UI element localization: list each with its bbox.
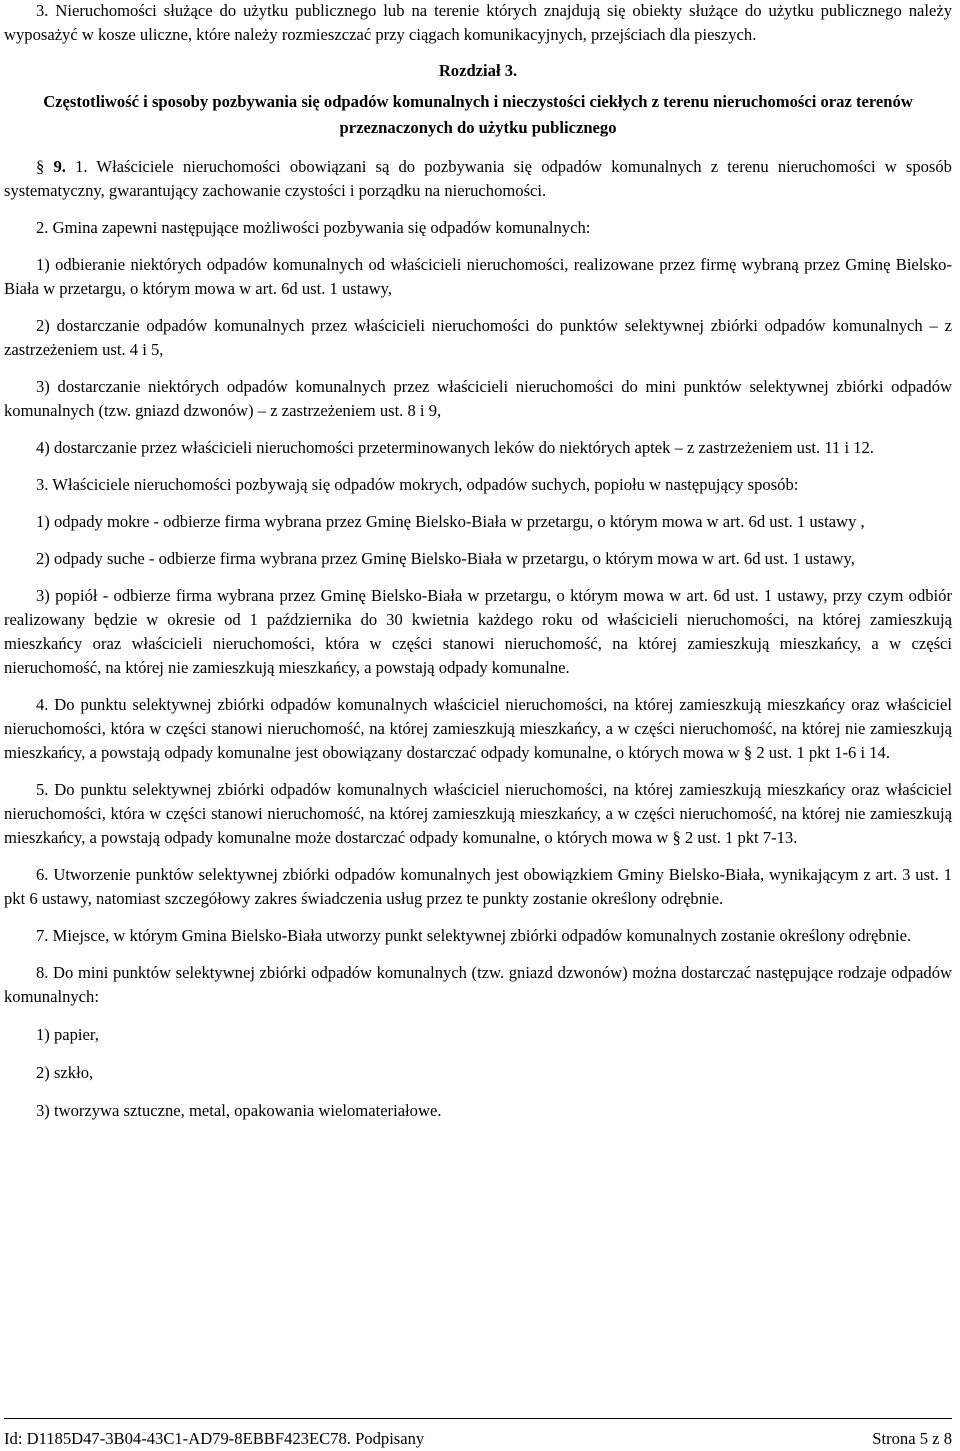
- section-9-item-8-1: 1) papier,: [36, 1025, 99, 1044]
- section-9-paragraph-1: [4, 155, 952, 203]
- page-number: Strona 5 z 8: [872, 1429, 952, 1448]
- section-9-item-2-3: 3) dostarczanie niektórych odpadów komunalnych przez właścicieli nieruchomości do mini punktów selektywnej zbiórki odpadów komunalnych (tzw. gniazd dzwonów) – z zastrzeżeniem ust. 8 i 9,: [4, 377, 952, 420]
- section-9-paragraph-8: 8. Do mini punktów selektywnej zbiórki odpadów komunalnych (tzw. gniazd dzwonów) można dostarczać następujące rodzaje odpadów komunalnych:: [4, 963, 952, 1006]
- section-9-text-1: 1. Właściciele nieruchomości obowiązani są do pozbywania się odpadów komunalnych z terenu nieruchomości w sposób systematyczny, gwarantujący zachowanie czystości i porządku na nieruchomości.: [4, 157, 952, 200]
- chapter-subtitle: Częstotliwość i sposoby pozbywania się odpadów komunalnych i nieczystości ciekłych z terenu nieruchomości oraz terenów przeznaczonych do użytku publicznego: [43, 92, 913, 137]
- section-9-item-3-3: 3) popiół - odbierze firma wybrana przez Gminę Bielsko-Biała w przetargu, o którym mowa w art. 6d ust. 1 ustawy, przy czym odbiór realizowany będzie w okresie od 1 października do 30 kwietnia każdego roku od właścicieli nieruchomości, na której zamieszkują mieszkańcy oraz właścicieli nieruchomości, która w części stanowi nieruchomość, na której zamieszkują mieszkańcy, a w części nieruchomość, na której nie zamieszkują mieszkańcy, a powstają odpady komunalne.: [4, 586, 952, 677]
- section-9-item-3-2: 2) odpady suche - odbierze firma wybrana przez Gminę Bielsko-Biała w przetargu, o którym mowa w art. 6d ust. 1 ustawy,: [36, 549, 855, 568]
- section-9-item-2-4: 4) dostarczanie przez właścicieli nieruchomości przeterminowanych leków do niektórych aptek – z zastrzeżeniem ust. 11 i 12.: [36, 438, 874, 457]
- section-9-paragraph-2: 2. Gmina zapewni następujące możliwości pozbywania się odpadów komunalnych:: [36, 218, 591, 237]
- section-9-paragraph-7: 7. Miejsce, w którym Gmina Bielsko-Biała utworzy punkt selektywnej zbiórki odpadów komunalnych zostanie określony odrębnie.: [36, 926, 912, 945]
- section-9-item-8-2: 2) szkło,: [36, 1063, 94, 1082]
- section-9-item-8-3: 3) tworzywa sztuczne, metal, opakowania wielomateriałowe.: [36, 1101, 442, 1120]
- section-sign: §: [36, 157, 54, 176]
- section-9-paragraph-6: 6. Utworzenie punktów selektywnej zbiórki odpadów komunalnych jest obowiązkiem Gminy Bielsko-Biała, wynikającym z art. 3 ust. 1 pkt 6 ustawy, natomiast szczegółowy zakres świadczenia usług przez te punkty zostanie określony odrębnie.: [4, 865, 952, 908]
- section-9-paragraph-4: 4. Do punktu selektywnej zbiórki odpadów komunalnych właściciel nieruchomości, na której zamieszkują mieszkańcy oraz właściciel nieruchomości, która w części stanowi nieruchomość, na której zamieszkują mieszkańcy, a w części nieruchomość, na której nie zamieszkują mieszkańcy, a powstają odpady komunalne jest obowiązany dostarczać odpady komunalne, o których mowa w § 2 ust. 1 pkt 1-6 i 14.: [4, 695, 952, 762]
- section-number: 9.: [53, 157, 66, 176]
- document-id: Id: D1185D47-3B04-43C1-AD79-8EBBF423EC78. Podpisany: [4, 1429, 425, 1448]
- section-9-item-3-1: 1) odpady mokre - odbierze firma wybrana przez Gminę Bielsko-Biała w przetargu, o którym mowa w art. 6d ust. 1 ustawy ,: [36, 512, 865, 531]
- section-9-item-2-2: 2) dostarczanie odpadów komunalnych przez właścicieli nieruchomości do punktów selektywnej zbiórki odpadów komunalnych – z zastrzeżeniem ust. 4 i 5,: [4, 316, 952, 359]
- page-footer: [4, 1418, 952, 1449]
- section-9-paragraph-3: 3. Właściciele nieruchomości pozbywają się odpadów mokrych, odpadów suchych, popiołu w następujący sposób:: [36, 475, 799, 494]
- section-9-paragraph-5: 5. Do punktu selektywnej zbiórki odpadów komunalnych właściciel nieruchomości, na której zamieszkują mieszkańcy oraz właściciel nieruchomości, która w części stanowi nieruchomość, na której zamieszkują mieszkańcy, a w części nieruchomość, na której nie zamieszkują mieszkańcy, a powstają odpady komunalne może dostarczać odpady komunalne, o których mowa w § 2 ust. 1 pkt 7-13.: [4, 780, 952, 847]
- section-9-item-2-1: 1) odbieranie niektórych odpadów komunalnych od właścicieli nieruchomości, realizowane przez firmę wybraną przez Gminę Bielsko-Biała w przetargu, o którym mowa w art. 6d ust. 1 ustawy,: [4, 255, 952, 298]
- document-page: [4, 0, 952, 1123]
- chapter-title: Rozdział 3.: [438, 61, 518, 80]
- paragraph-intro-3: 3. Nieruchomości służące do użytku publicznego lub na terenie których znajdują się obiekty służące do użytku publicznego należy wyposażyć w kosze uliczne, które należy rozmieszczać przy ciągach komunikacyjnych, przejściach dla pieszych.: [4, 1, 952, 44]
